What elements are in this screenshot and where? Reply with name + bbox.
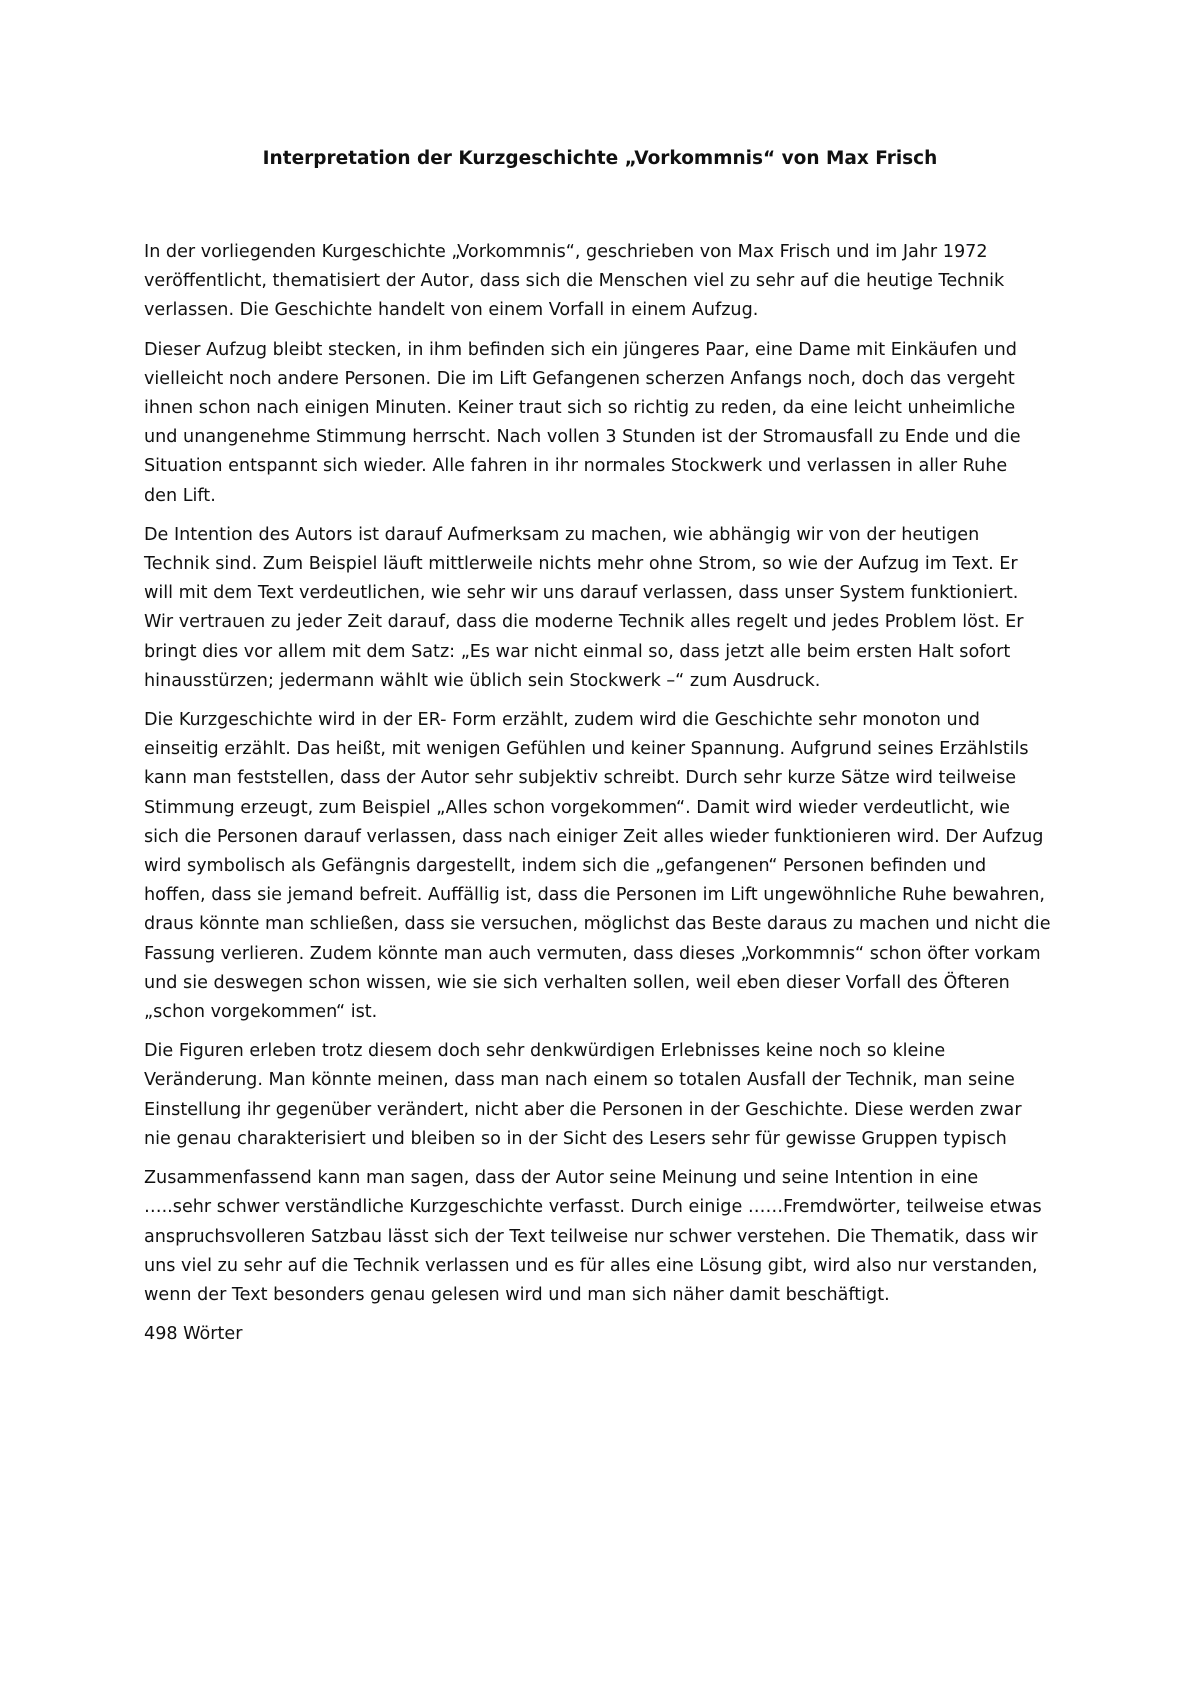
paragraph-introduction: In der vorliegenden Kurgeschichte „Vorkommnis“, geschrieben von Max Frisch und im Jahr 1972 veröffentlicht, thematisiert der Autor, dass sich die Menschen viel zu sehr auf die heutige Technik verlassen. Die Geschichte handelt von einem Vorfall in einem Aufzug. [144, 242, 1005, 321]
paragraph-conclusion: Zusammenfassend kann man sagen, dass der Autor seine Meinung und seine Intention in eine …..sehr schwer verständliche Kurzgeschichte verfasst. Durch einige ……Fremdwörter, teilweise etwas anspruchsvolleren Satzbau lässt sich der Text teilweise nur schwer verstehen. Die Thematik, dass wir uns viel zu sehr auf die Technik verlassen und es für alles eine Lösung gibt, wird also nur verstanden, wenn der Text besonders genau gelesen wird und man sich näher damit beschäftigt. [144, 1168, 1042, 1305]
document-body [144, 238, 1064, 1349]
document-title: Interpretation der Kurzgeschichte „Vorkommnis“ von Max Frisch [262, 148, 938, 169]
paragraph-summary: Dieser Aufzug bleibt stecken, in ihm befinden sich ein jüngeres Paar, eine Dame mit Einkäufen und vielleicht noch andere Personen. Die im Lift Gefangenen scherzen Anfangs noch, doch das vergeht ihnen schon nach einigen Minuten. Keiner traut sich so richtig zu reden, da eine leicht unheimliche und unangenehme Stimmung herrscht. Nach vollen 3 Stunden ist der Stromausfall zu Ende und die Situation entspannt sich wieder. Alle fahren in ihr normales Stockwerk und verlassen in aller Ruhe den Lift. [144, 339, 1021, 506]
word-count: 498 Wörter [144, 1324, 243, 1345]
paragraph-intention: De Intention des Autors ist darauf Aufmerksam zu machen, wie abhängig wir von der heutigen Technik sind. Zum Beispiel läuft mittlerweile nichts mehr ohne Strom, so wie der Aufzug im Text. Er will mit dem Text verdeutlichen, wie sehr wir uns darauf verlassen, dass unser System funktioniert. Wir vertrauen zu jeder Zeit darauf, dass die moderne Technik alles regelt und jedes Problem löst. Er bringt dies vor allem mit dem Satz: „Es war nicht einmal so, dass jetzt alle beim ersten Halt sofort hinausstürzen; jedermann wählt wie üblich sein Stockwerk –“ zum Ausdruck. [144, 524, 1024, 691]
paragraph-narrative-style: Die Kurzgeschichte wird in der ER- Form erzählt, zudem wird die Geschichte sehr monoton und einseitig erzählt. Das heißt, mit wenigen Gefühlen und keiner Spannung. Aufgrund seines Erzählstils kann man feststellen, dass der Autor sehr subjektiv schreibt. Durch sehr kurze Sätze wird teilweise Stimmung erzeugt, zum Beispiel „Alles schon vorgekommen“. Damit wird wieder verdeutlicht, wie sich die Personen darauf verlassen, dass nach einiger Zeit alles wieder funktionieren wird. Der Aufzug wird symbolisch als Gefängnis dargestellt, indem sich die „gefangenen“ Personen befinden und hoffen, dass sie jemand befreit. Auffällig ist, dass die Personen im Lift ungewöhnliche Ruhe bewahren, draus könnte man schließen, dass sie versuchen, möglichst das Beste daraus zu machen und nicht die Fassung verlieren. Zudem könnte man auch vermuten, dass dieses „Vorkommnis“ schon öfter vorkam und sie deswegen schon wissen, wie sie sich verhalten sollen, weil eben dieser Vorfall des Öfteren „schon vorgekommen“ ist. [144, 710, 1051, 1023]
paragraph-characters: Die Figuren erleben trotz diesem doch sehr denkwürdigen Erlebnisses keine noch so kleine Veränderung. Man könnte meinen, dass man nach einem so totalen Ausfall der Technik, man seine Einstellung ihr gegenüber verändert, nicht aber die Personen in der Geschichte. Diese werden zwar nie genau charakterisiert und bleiben so in der Sicht des Lesers sehr für gewisse Gruppen typisch [144, 1041, 1022, 1149]
